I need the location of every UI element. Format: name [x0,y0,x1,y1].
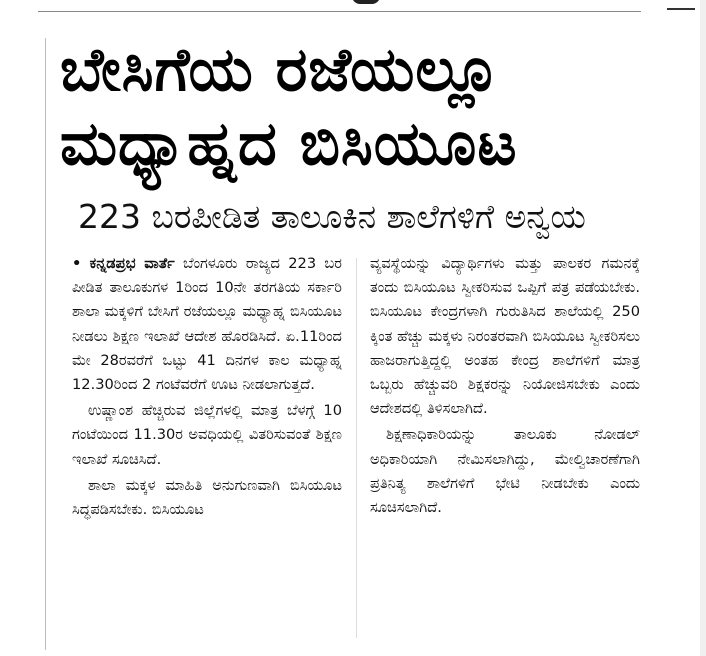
paragraph-3: ಶಾಲಾ ಮಕ್ಕಳ ಮಾಹಿತಿ ಅನುಗುಣವಾಗಿ ಬಿಸಿಯೂಟ ಸಿದ್ಧಪಡಿಸಬೇಕು. ಬಿಸಿಯೂಟ [72,476,342,519]
byline-bullet: • [72,255,82,272]
top-divider-right [667,8,695,10]
masthead-fragment [352,0,380,4]
column-divider [356,258,357,638]
subheading: 223 ಬರಪೀಡಿತ ತಾಲೂಕಿನ ಶಾಲೆಗಳಿಗೆ ಅನ್ವಯ [78,197,586,236]
paragraph-1 [72,252,342,397]
article-left-border [45,38,46,650]
article-column-right [370,252,640,520]
paragraph-4: ವ್ಯವಸ್ಥೆಯನ್ನು ವಿದ್ಯಾರ್ಥಿಗಳು ಮತ್ತು ಪಾಲಕರ ಗಮನಕ್ಕೆ ತಂದು ಬಿಸಿಯೂಟ ಸ್ವೀಕರಿಸುವ ಒಪ್ಪಿಗೆ ಪತ್ರ ಪಡೆಯಬೇಕು. ಬಿಸಿಯೂಟ ಕೇಂದ್ರಗಳಾಗಿ ಗುರುತಿಸಿದ ಶಾಲೆಯಲ್ಲಿ 250 ಕ್ಕಿಂತ ಹೆಚ್ಚು ಮಕ್ಕಳು ನಿರಂತರವಾಗಿ ಬಿಸಿಯೂಟ ಸ್ವೀಕರಿಸಲು ಹಾಜರಾಗುತ್ತಿದ್ದಲ್ಲಿ ಅಂತಹ ಕೇಂದ್ರ ಶಾಲೆಗಳಿಗೆ ಮಾತ್ರ ಒಬ್ಬರು ಹೆಚ್ಚುವರಿ ಶಿಕ್ಷಕರನ್ನು ನಿಯೋಜಿಸಬೇಕು ಎಂದು ಆದೇಶದಲ್ಲಿ ತಿಳಿಸಲಾಗಿದೆ. [370,255,640,418]
paragraph-2: ಉಷ್ಣಾಂಶ ಹೆಚ್ಚಿರುವ ಜಿಲ್ಲೆಗಳಲ್ಲಿ ಮಾತ್ರ ಬೆಳಗ್ಗೆ 10 ಗಂಟೆಯಿಂದ 11.30ರ ಅವಧಿಯಲ್ಲಿ ವಿತರಿಸುವಂತೆ ಶಿಕ್ಷಣ ಇಲಾಖೆ ಸೂಚಿಸಿದೆ. [72,402,342,468]
byline-place: ಬೆಂಗಳೂರು [183,255,238,272]
page-edge [700,0,706,656]
paragraph-1-text: ರಾಜ್ಯದ 223 ಬರ ಪೀಡಿತ ತಾಲೂಕುಗಳ 1ರಿಂದ 10ನೇ ತರಗತಿಯ ಸರ್ಕಾರಿ ಶಾಲಾ ಮಕ್ಕಳಿಗೆ ಬೇಸಿಗೆ ರಜೆಯಲ್ಲೂ ಮಧ್ಯಾಹ್ನ ಬಿಸಿಯೂಟ ನೀಡಲು ಶಿಕ್ಷಣ ಇಲಾಖೆ ಆದೇಶ ಹೊರಡಿಸಿದೆ. ಏ.11ರಿಂದ ಮೇ 28ರವರೆಗೆ ಒಟ್ಟು 41 ದಿನಗಳ ಕಾಲ ಮಧ್ಯಾಹ್ನ 12.30ರಿಂದ 2 ಗಂಟೆವರೆಗೆ ಊಟ ನೀಡಲಾಗುತ್ತದೆ. [72,255,343,394]
paragraph-5: ಶಿಕ್ಷಣಾಧಿಕಾರಿಯನ್ನು ತಾಲೂಕು ನೋಡಲ್ ಅಧಿಕಾರಿಯಾಗಿ ನೇಮಿಸಲಾಗಿದ್ದು, ಮೇಲ್ವಿಚಾರಣೆಗಾಗಿ ಪ್ರತಿನಿತ್ಯ ಶಾಲೆಗಳಿಗೆ ಭೇಟಿ ನೀಡಬೇಕು ಎಂದು ಸೂಚಿಸಲಾಗಿದೆ. [370,426,640,517]
byline-source: ಕನ್ನಡಪ್ರಭ ವಾರ್ತೆ [89,255,175,272]
top-divider [38,11,641,12]
article-column-left [72,252,342,522]
headline-line-1: ಬೇಸಿಗೆಯ ರಜೆಯಲ್ಲೂ [60,35,501,105]
headline-line-2: ಮಧ್ಯಾಹ್ನದ ಬಿಸಿಯೂಟ [60,109,518,179]
